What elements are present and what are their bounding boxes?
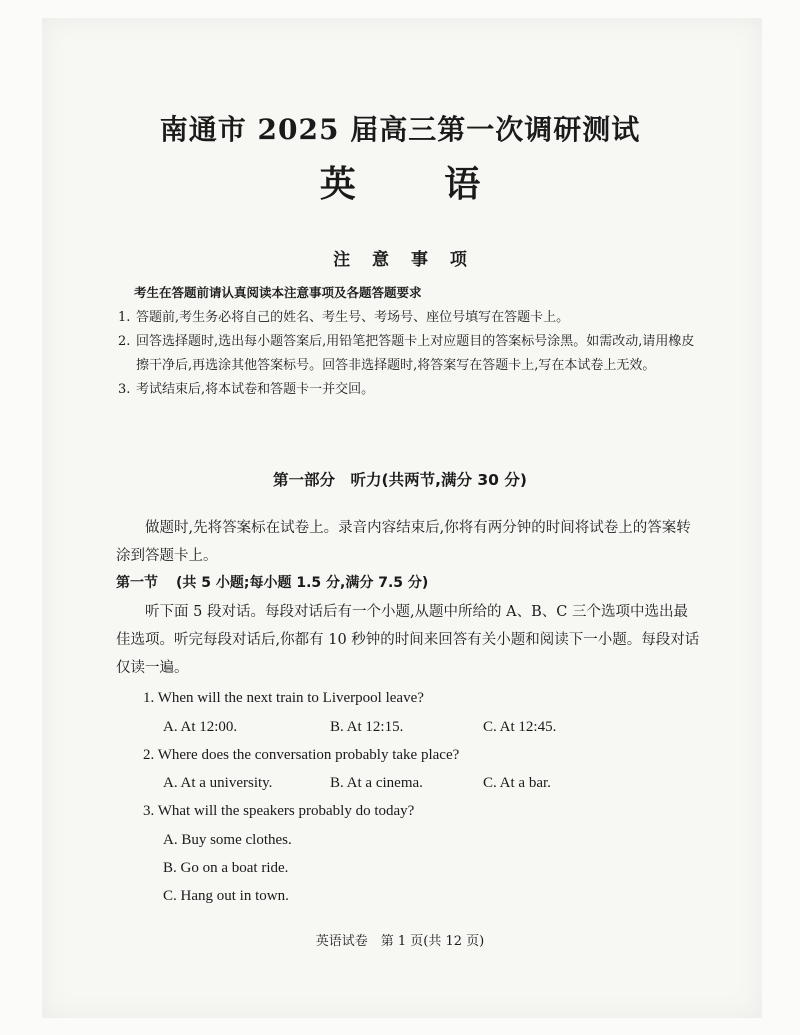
part-intro: 做题时,先将答案标在试卷上。录音内容结束后,你将有两分钟的时间将试卷上的答案转涂到答题卡上。	[116, 520, 691, 564]
question-option: B. Go on a boat ride.	[163, 860, 289, 876]
question-option: C. Hang out in town.	[163, 888, 289, 904]
part-title: 第一部分 听力(共两节,满分 30 分)	[273, 471, 527, 489]
notice-item-number: 2.	[118, 334, 131, 349]
section-title	[116, 572, 428, 592]
notice-item	[118, 330, 698, 378]
question-stem: 3. What will the speakers probably do today?	[143, 803, 415, 819]
question-stem: 1. When will the next train to Liverpool leave?	[143, 690, 424, 706]
exam-subject: 英 语	[319, 163, 519, 205]
exam-title: 南通市 2025 届高三第一次调研测试	[159, 113, 641, 146]
page-footer: 英语试卷 第 1 页(共 12 页)	[315, 934, 485, 949]
section-points: (共 5 小题;每小题 1.5 分,满分 7.5 分)	[176, 575, 429, 591]
notice-item	[118, 378, 698, 402]
question-option: A. Buy some clothes.	[163, 832, 292, 848]
question-option: B. At a cinema.	[330, 775, 423, 791]
question-option: A. At 12:00.	[163, 719, 238, 735]
section-instructions: 听下面 5 段对话。每段对话后有一个小题,从题中所给的 A、B、C 三个选项中选出最佳选项。听完每段对话后,你都有 10 秒钟的时间来回答有关小题和阅读下一小题。每段对话仅读一遍。	[116, 604, 700, 676]
notice-item-text: 考试结束后,将本试卷和答题卡一并交回。	[136, 382, 375, 397]
notice-subtitle: 考生在答题前请认真阅读本注意事项及各题答题要求	[134, 285, 422, 300]
notice-item-number: 1.	[118, 310, 131, 325]
question-option: A. At a university.	[163, 775, 273, 791]
question-option: B. At 12:15.	[330, 719, 404, 735]
question-option: C. At a bar.	[483, 775, 551, 791]
question-stem: 2. Where does the conversation probably take place?	[143, 747, 460, 763]
question-option: C. At 12:45.	[483, 719, 557, 735]
notice-item-text: 回答选择题时,选出每小题答案后,用铅笔把答题卡上对应题目的答案标号涂黑。如需改动,请用橡皮擦干净后,再选涂其他答案标号。回答非选择题时,将答案写在答题卡上,写在本试卷上无效。	[136, 334, 695, 373]
notice-list	[118, 306, 698, 402]
notice-item-number: 3.	[118, 382, 131, 397]
notice-title: 注 意 事 项	[333, 250, 475, 270]
section-label: 第一节	[116, 575, 158, 591]
notice-item-text: 答题前,考生务必将自己的姓名、考生号、考场号、座位号填写在答题卡上。	[136, 310, 570, 325]
notice-item	[118, 306, 698, 330]
